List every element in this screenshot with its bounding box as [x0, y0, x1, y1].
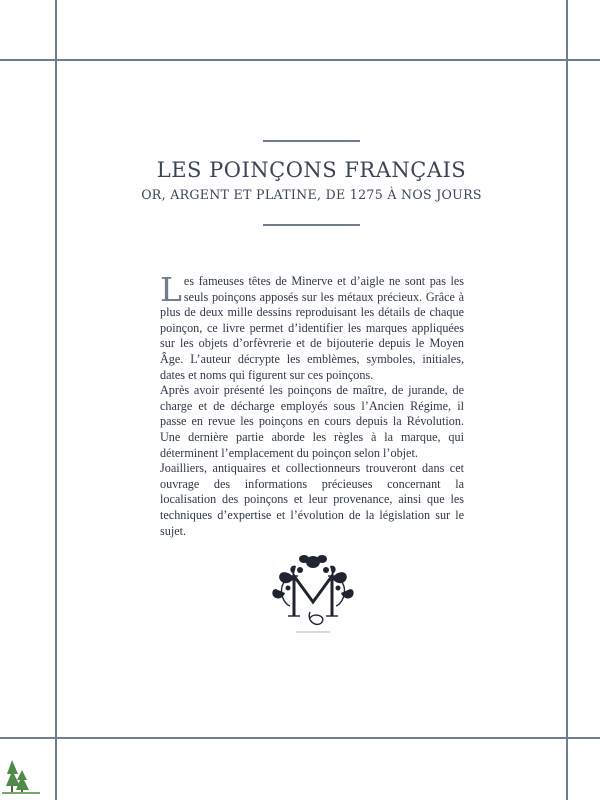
frame-left-line [55, 0, 57, 800]
floral-monogram-icon [270, 552, 356, 634]
title-bottom-rule [263, 224, 360, 226]
tree-icon [2, 756, 40, 796]
book-subtitle: OR, ARGENT ET PLATINE, DE 1275 À NOS JOURS [141, 187, 482, 202]
frame-right-line [566, 0, 568, 800]
paragraph-3: Joailliers, antiquaires et collectionneurs trouveront dans cet ouvrage des informations précieuses concernant la localisation des poinçons et leur provenance, ainsi que les techniques d’expertise et l’évolution de la législation sur le sujet. [160, 461, 464, 538]
frame-bottom-line [0, 737, 600, 739]
title-top-rule [263, 140, 360, 142]
paragraph-1-text: es fameuses têtes de Minerve et d’aigle ne sont pas les seuls poinçons apposés sur les métaux précieux. Grâce à plus de deux mille dessins reproduisant les détails de chaque poinçon, ce livre permet d’identifier les marques appliquées sur les objets d’orfèvrerie et de bijouterie depuis le Moyen Âge. L’auteur décrypte les emblèmes, symboles, initiales, dates et noms qui figurent sur ces poinçons. [160, 274, 464, 382]
paragraph-2: Après avoir présenté les poinçons de maître, de jurande, de charge et de décharge employés sous l’Ancien Régime, il passe en revue les poinçons en cours depuis la Révolution. Une dernière partie aborde les règles à la marque, qui déterminent l’emplacement du poinçon selon l’objet. [160, 383, 464, 460]
book-title: LES POINÇONS FRANÇAIS [156, 158, 467, 182]
frame-top-line [0, 59, 600, 61]
drop-cap: L [160, 270, 182, 309]
back-cover-text [160, 270, 464, 539]
paragraph-1 [160, 270, 464, 383]
